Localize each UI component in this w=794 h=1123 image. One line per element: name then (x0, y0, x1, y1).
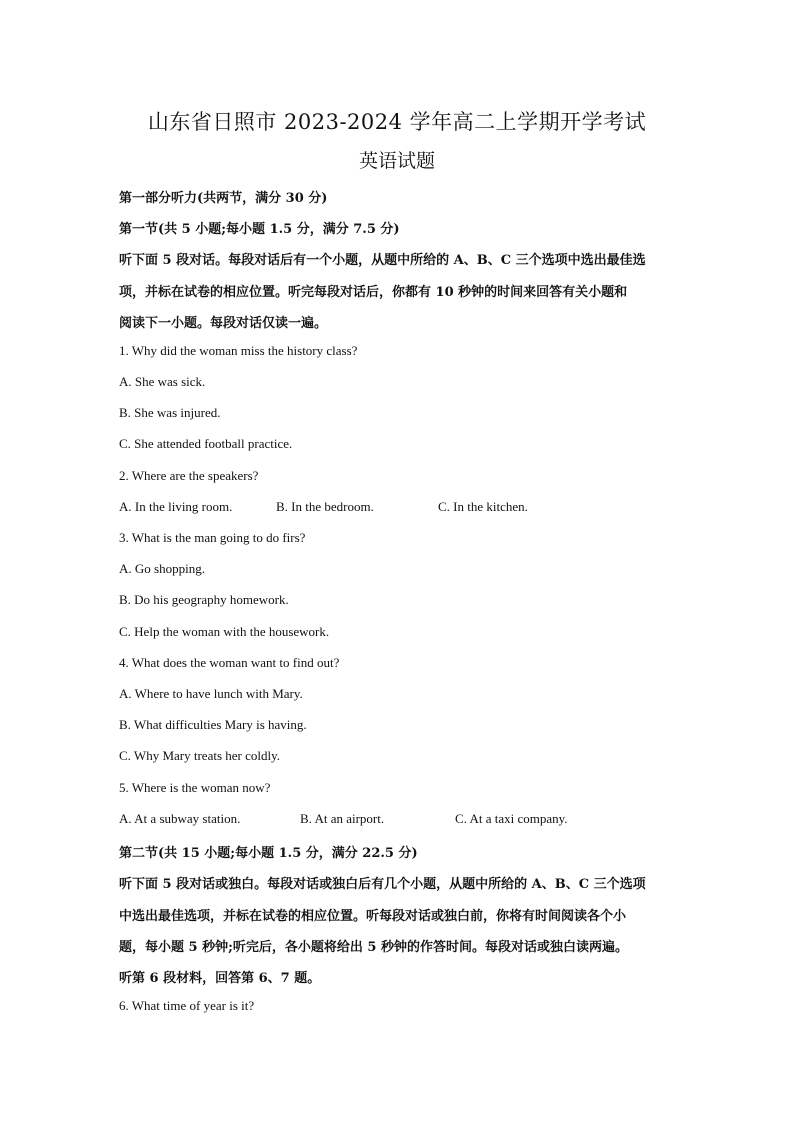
section1-heading: 第一节(共 5 小题;每小题 1.5 分，满分 7.5 分) (119, 222, 400, 237)
question-1-option-b: B. She was injured. (119, 405, 221, 420)
question-4-option-a: A. Where to have lunch with Mary. (119, 686, 303, 701)
question-3: 3. What is the man going to do firs? (119, 530, 306, 545)
question-5-option-a: A. At a subway station. (119, 811, 241, 826)
question-1-option-a: A. She was sick. (119, 374, 206, 389)
question-4-option-c: C. Why Mary treats her coldly. (119, 748, 281, 763)
section2-instruction-line: 中选出最佳选项，并标在试卷的相应位置。听每段对话或独白前，你将有时间阅读各个小 (119, 909, 627, 924)
section1-instruction-line: 项，并标在试卷的相应位置。听完每段对话后，你都有 10 秒钟的时间来回答有关小题和 (119, 285, 628, 300)
question-3-option-a: A. Go shopping. (119, 561, 205, 576)
question-3-option-c: C. Help the woman with the housework. (119, 624, 330, 639)
section2-instruction-line: 题，每小题 5 秒钟;听完后，各小题将给出 5 秒钟的作答时间。每段对话或独白读两遍。 (119, 940, 628, 955)
material-6-heading: 听第 6 段材料，回答第 6、7 题。 (119, 971, 321, 986)
question-5: 5. Where is the woman now? (119, 780, 271, 795)
section2-heading: 第二节(共 15 小题;每小题 1.5 分，满分 22.5 分) (119, 846, 418, 861)
question-5-option-b: B. At an airport. (300, 811, 385, 826)
question-4: 4. What does the woman want to find out? (119, 655, 340, 670)
section1-instruction-line: 阅读下一小题。每段对话仅读一遍。 (119, 316, 328, 331)
section2-instruction-line: 听下面 5 段对话或独白。每段对话或独白后有几个小题，从题中所给的 A、B、C 三个选项 (119, 877, 646, 892)
exam-subtitle: 英语试题 (358, 150, 435, 172)
question-2-option-a: A. In the living room. (119, 499, 233, 514)
question-6: 6. What time of year is it? (119, 998, 255, 1013)
question-3-option-b: B. Do his geography homework. (119, 592, 289, 607)
question-2-option-b: B. In the bedroom. (276, 499, 374, 514)
question-4-option-b: B. What difficulties Mary is having. (119, 717, 307, 732)
question-1: 1. Why did the woman miss the history class? (119, 343, 358, 358)
section1-instruction-line: 听下面 5 段对话。每段对话后有一个小题，从题中所给的 A、B、C 三个选项中选出最佳选 (119, 253, 646, 268)
exam-title: 山东省日照市 2023-2024 学年高二上学期开学考试 (147, 110, 647, 134)
part1-heading: 第一部分听力(共两节，满分 30 分) (119, 191, 328, 206)
question-5-option-c: C. At a taxi company. (455, 811, 568, 826)
question-2: 2. Where are the speakers? (119, 468, 259, 483)
question-1-option-c: C. She attended football practice. (119, 436, 293, 451)
question-2-option-c: C. In the kitchen. (438, 499, 528, 514)
